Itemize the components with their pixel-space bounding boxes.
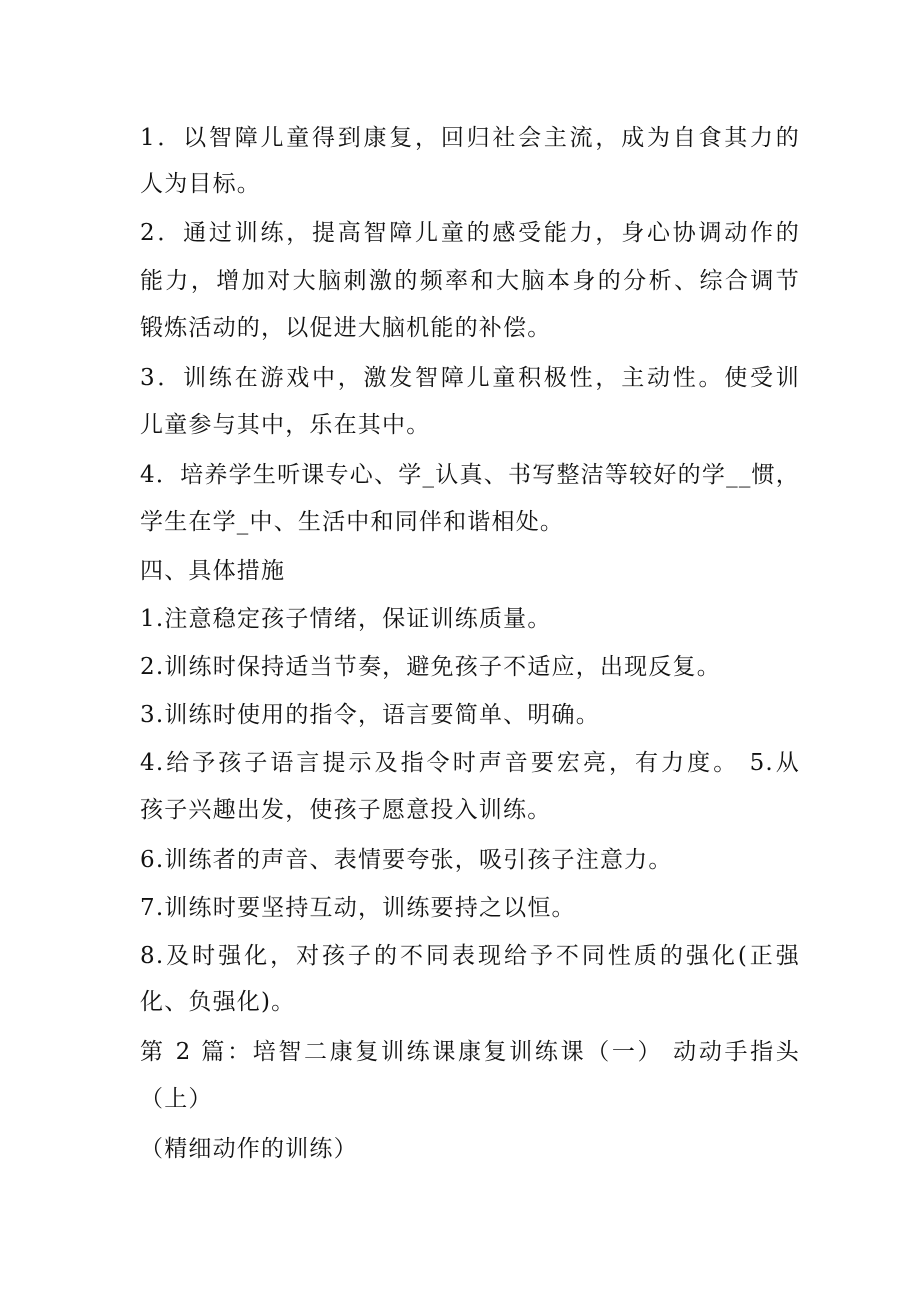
- text-line: 3.训练时使用的指令，语言要简单、明确。: [140, 702, 600, 728]
- text-line: 3．训练在游戏中，激发智障儿童积极性，主动性。使受训: [140, 365, 800, 391]
- text-line: 1．以智障儿童得到康复，回归社会主流，成为自食其力的: [140, 125, 800, 151]
- article-title: 第 2 篇：培智二康复训练课康复训练课（一） 动动手指头: [140, 1039, 800, 1065]
- text-line: 4.给予孩子语言提示及指令时声音要宏亮，有力度。 5.从: [140, 750, 800, 776]
- text-line: 孩子兴趣出发，使孩子愿意投入训练。: [140, 797, 552, 823]
- text-line: 人为目标。: [140, 171, 261, 197]
- text-line: 4．培养学生听课专心、学_认真、书写整洁等较好的学__惯，: [140, 462, 800, 488]
- text-line: 2.训练时保持适当节奏，避免孩子不适应，出现反复。: [140, 654, 721, 680]
- text-line: 锻炼活动的，以促进大脑机能的补偿。: [140, 315, 552, 341]
- text-line: 化、负强化)。: [140, 989, 296, 1015]
- section-heading: 四、具体措施: [140, 558, 286, 584]
- text-line: 6.训练者的声音、表情要夸张，吸引孩子注意力。: [140, 847, 673, 873]
- article-title-continued: （上）: [140, 1086, 213, 1112]
- text-line: 能力，增加对大脑刺激的频率和大脑本身的分析、综合调节: [140, 268, 800, 294]
- text-line: 8.及时强化，对孩子的不同表现给予不同性质的强化(正强: [140, 943, 800, 969]
- text-line: 1.注意稳定孩子情绪，保证训练质量。: [140, 606, 552, 632]
- text-line: 7.训练时要坚持互动，训练要持之以恒。: [140, 895, 576, 921]
- text-line: 学生在学_中、生活中和同伴和谐相处。: [140, 509, 565, 535]
- article-subtitle: （精细动作的训练）: [140, 1136, 358, 1162]
- text-line: 2．通过训练，提高智障儿童的感受能力，身心协调动作的: [140, 220, 800, 246]
- text-line: 儿童参与其中，乐在其中。: [140, 412, 431, 438]
